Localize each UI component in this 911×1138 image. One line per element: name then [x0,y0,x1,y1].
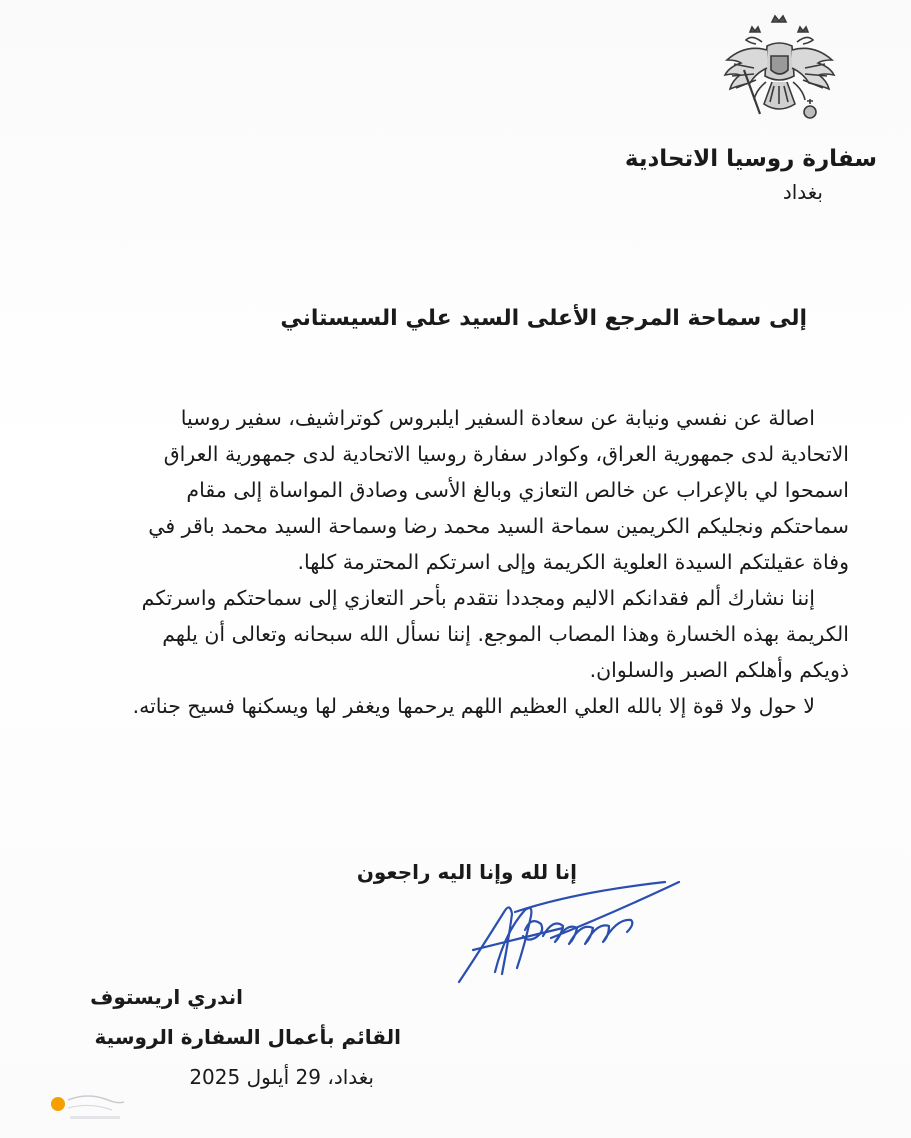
addressee-line: إلى سماحة المرجع الأعلى السيد علي السيستاني [280,306,807,331]
closing-phrase: إنا لله وإنا اليه راجعون [356,860,577,884]
embassy-city: بغداد [782,180,823,204]
embassy-name: سفارة روسيا الاتحادية [624,146,877,172]
letter-date: بغداد، 29 أيلول 2025 [189,1065,374,1089]
body-paragraph-2: إننا نشارك ألم فقدانكم الاليم ومجددا نتقدم بأحر التعازي إلى سماحتكم واسرتكم الكريمة بهذه الخسارة وهذا المصاب الموجع. إننا نسأل الله سبحانه وتعالى أن يلهم ذويكم وأهلكم الصبر والسلوان. [141,586,849,682]
handwritten-signature-icon [455,872,685,997]
coat-of-arms-icon [722,12,837,134]
signatory-name: اندري اريستوف [90,985,243,1009]
body-paragraph-3: لا حول ولا قوة إلا بالله العلي العظيم اللهم يرحمها ويغفر لها ويسكنها فسيح جناته. [132,694,815,718]
letter-body [114,400,849,724]
body-paragraph-1: اصالة عن نفسي ونيابة عن سعادة السفير ايلبروس كوتراشيف، سفير روسيا الاتحادية لدى جمهورية العراق، وكوادر سفارة روسيا الاتحادية لدى جمهورية العراق اسمحوا لي بالإعراب عن خالص التعازي وبالغ الأسى وصادق المواساة إلى مقام سماحتكم ونجليكم الكريمين سماحة السيد محمد رضا وسماحة السيد محمد باقر في وفاة عقيلتكم السيدة العلوية الكريمة وإلى اسرتكم المحترمة كلها. [148,406,849,574]
signatory-title: القائم بأعمال السفارة الروسية [94,1025,401,1049]
watermark-logo-icon [48,1088,126,1124]
